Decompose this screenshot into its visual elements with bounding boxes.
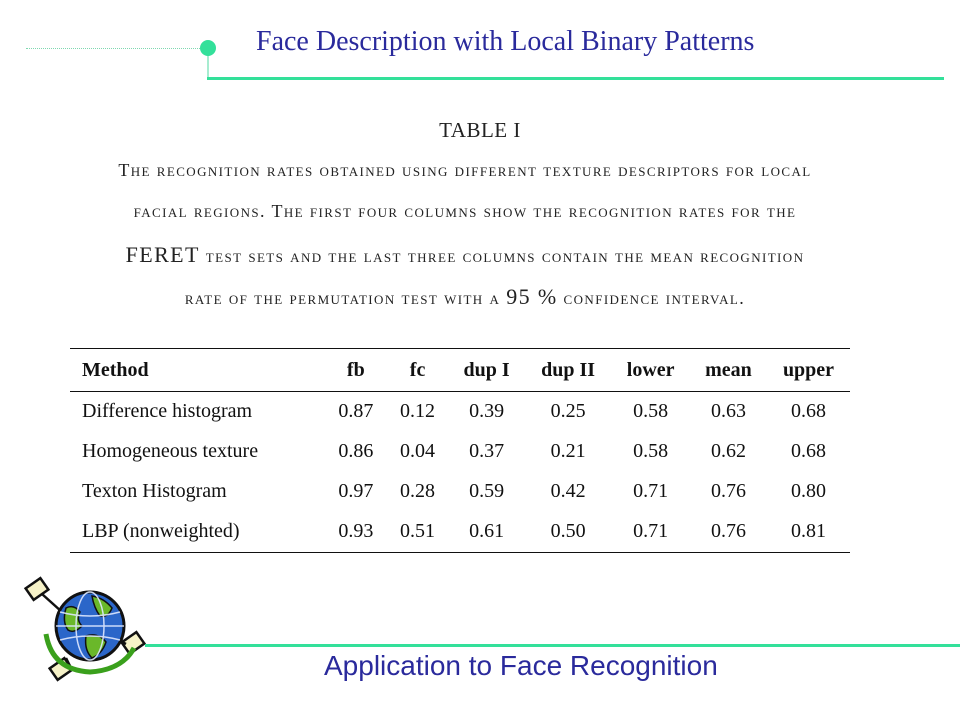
table-row [70,512,850,553]
cell-dup-ii: 0.25 [550,400,586,422]
caption-feret: FERET [125,242,200,267]
caption-confidence-value: 95 % [506,284,558,309]
header-method: Method [70,349,325,392]
caption-line-4-end: confidence interval. [563,288,746,308]
cell-fc: 0.12 [400,400,436,422]
cell-mean: 0.76 [690,512,767,553]
header-dup-ii: dup II [525,349,612,392]
header-dup-i: dup I [448,349,524,392]
header-bullet-dot [200,40,216,56]
table-row [70,392,850,433]
cell-upper: 0.81 [767,512,850,553]
cell-method: Homogeneous texture [82,440,259,462]
caption-line-3-rest: test sets and the last three columns contain the mean recognition [205,246,805,266]
cell-dup-ii: 0.21 [550,440,586,462]
cell-method: Difference histogram [82,400,253,422]
cell-mean: 0.63 [710,400,746,422]
header-mean: mean [690,349,767,392]
header-dotted-rule [26,48,208,49]
cell-fc: 0.04 [400,440,436,462]
cell-fb: 0.97 [338,480,374,502]
recognition-rates-table [70,348,850,553]
cell-fc: 0.51 [387,512,449,553]
header-upper: upper [767,349,850,392]
cell-lower: 0.71 [633,480,669,502]
cell-dup-i: 0.39 [469,400,505,422]
table-caption-line-2: facial regions. The first four columns show the recognition rates for the [133,201,797,221]
footer-rule [145,644,960,647]
header-fc: fc [387,349,449,392]
cell-dup-i: 0.37 [469,440,505,462]
cell-fb: 0.87 [338,400,374,422]
header-lower: lower [611,349,690,392]
header-rule [207,77,944,80]
cell-dup-i: 0.61 [448,512,524,553]
cell-mean: 0.76 [710,480,746,502]
table-row [70,432,850,472]
cell-dup-ii: 0.50 [525,512,612,553]
cell-lower: 0.58 [633,440,669,462]
cell-mean: 0.62 [710,440,746,462]
cell-upper: 0.68 [791,440,826,462]
header-fb: fb [325,349,387,392]
table-row [70,472,850,512]
cell-method: Texton Histogram [82,480,227,502]
cell-lower: 0.58 [633,400,669,422]
table-caption-line-3 [0,242,930,268]
header-connector [207,52,209,80]
table-header-row [70,349,850,392]
caption-line-4-start: rate of the permutation test with a [184,288,501,308]
slide-title: Face Description with Local Binary Patterns [256,26,755,57]
cell-upper: 0.68 [791,400,826,422]
cell-lower: 0.71 [611,512,690,553]
cell-dup-ii: 0.42 [550,480,586,502]
cell-fb: 0.93 [325,512,387,553]
table-caption-label: TABLE I [439,118,521,142]
cell-method: LBP (nonweighted) [70,512,325,553]
table-caption-line-1: The recognition rates obtained using different texture descriptors for local [118,160,812,180]
cell-upper: 0.80 [791,480,826,502]
cell-fc: 0.28 [400,480,436,502]
cell-fb: 0.86 [338,440,374,462]
table-caption-line-4 [0,284,930,310]
globe-satellite-icon [22,574,152,694]
footer-title: Application to Face Recognition [324,650,718,681]
cell-dup-i: 0.59 [469,480,505,502]
